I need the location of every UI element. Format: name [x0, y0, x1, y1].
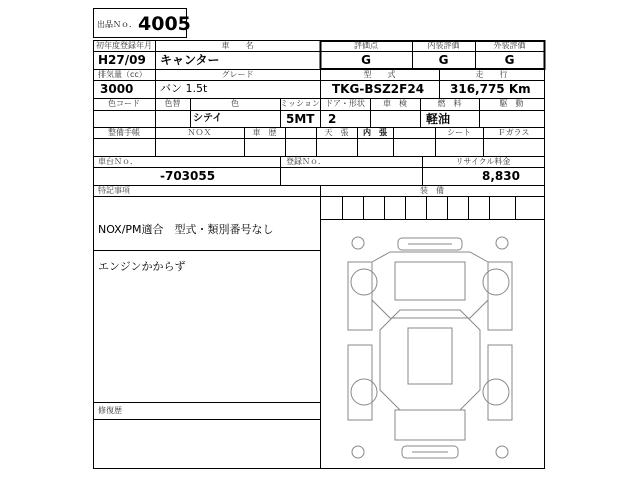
recycle-value: 8,830 [482, 169, 520, 183]
recycle-label: リサイクル料金 [455, 157, 511, 166]
mission-value: 5MT [286, 112, 315, 126]
nox-label: ＮＯＸ [187, 128, 212, 137]
color-label: 色 [231, 99, 239, 108]
inspection-label: 車 検 [383, 99, 407, 108]
interior-lining-label: 内 張 [363, 128, 387, 137]
fuel-value: 軽油 [426, 112, 451, 126]
car-diagram [348, 237, 512, 458]
lot-number: 4005 [138, 13, 191, 35]
fuel-label: 燃 料 [437, 99, 462, 108]
repair-history-label: 修復歴 [98, 406, 122, 415]
color-change-label: 色替 [164, 99, 181, 108]
car-history-label: 車 歴 [252, 128, 277, 137]
front-glass-label: Ｆガラス [497, 128, 530, 137]
doors-value: 2 [328, 112, 337, 126]
model-label: 型 式 [363, 70, 396, 79]
mileage-label: 走 行 [475, 70, 508, 79]
lot-number-label: 出品Ｎｏ． [97, 20, 137, 29]
seat-label: シート [447, 128, 471, 137]
displacement-value: 3000 [100, 82, 134, 96]
interior-value: G [438, 53, 449, 67]
exterior-label: 外装評価 [493, 41, 526, 50]
chassis-label: 車台Ｎｏ． [98, 157, 138, 166]
mission-label: ミッション [280, 99, 320, 108]
exterior-value: G [504, 53, 515, 67]
mileage-value: 316,775 Km [450, 82, 531, 96]
score-label: 評価点 [354, 41, 378, 50]
doors-label: ドア・形状 [325, 99, 365, 108]
displacement-label: 排気量（cc） [98, 70, 147, 79]
interior-label: 内装評価 [427, 41, 460, 50]
model-value: TKG-BSZ2F24 [332, 82, 425, 96]
reg-date-label: 初年度登録年月 [96, 41, 152, 50]
drive-label: 駆 動 [499, 99, 524, 108]
chassis-value: -703055 [160, 169, 216, 183]
note-line-2: エンジンかからず [98, 260, 186, 273]
color-code-label: 色コード [108, 99, 140, 108]
reg-date-value: H27/09 [98, 53, 146, 67]
score-value: G [361, 53, 371, 67]
manual-label: 整備手帳 [108, 128, 140, 137]
equipment-label: 装 備 [420, 186, 444, 195]
roof-lining-label: 天 張 [324, 128, 349, 137]
color-value: シテイ [193, 113, 223, 124]
registration-label: 登録Ｎｏ． [286, 157, 326, 166]
car-name-label: 車 名 [221, 41, 254, 50]
notes-label: 特記事項 [98, 186, 130, 195]
grade-label: グレード [221, 70, 254, 79]
grade-value: バン 1.5t [160, 82, 208, 95]
car-name-value: キャンター [160, 53, 220, 67]
note-line-1: NOX/PM適合 型式・類別番号なし [98, 223, 274, 236]
